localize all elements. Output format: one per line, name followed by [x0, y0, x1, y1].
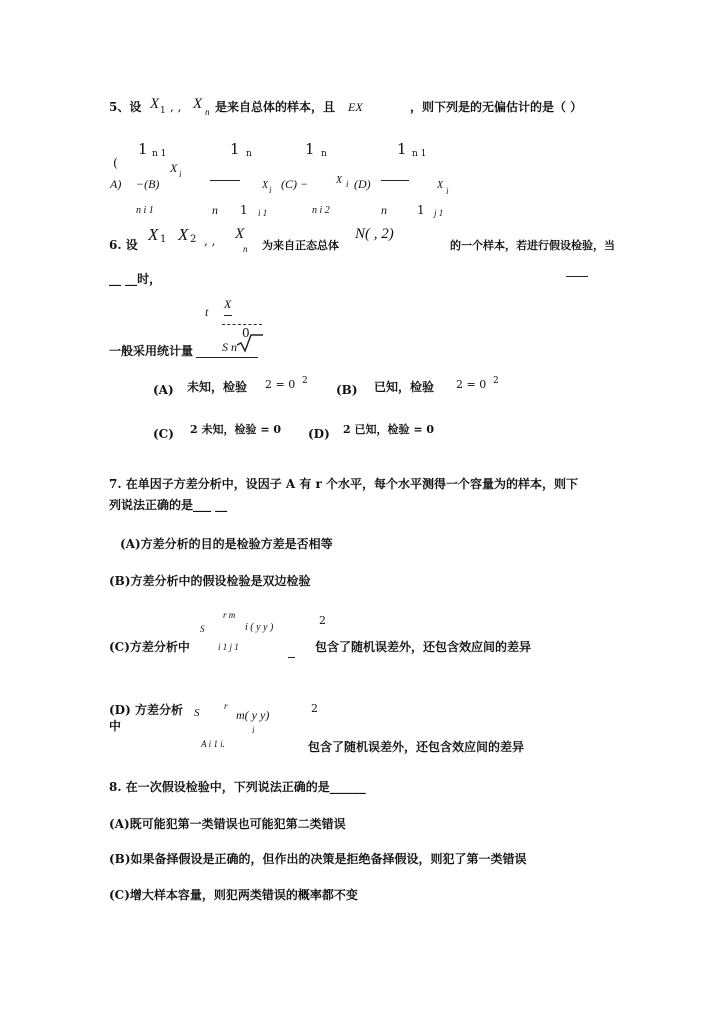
- q6-opt-b-sup: 2: [493, 376, 499, 386]
- q6-opt-d-label: (D): [308, 427, 330, 441]
- q5-frac-bar-b: [210, 180, 240, 181]
- q7-d-formula-mid: m( y y): [236, 708, 270, 722]
- q6-x1-sub: 1: [160, 234, 167, 245]
- q5-den-d-idx: j 1: [434, 208, 444, 218]
- q5-num-b-idx: n: [246, 149, 252, 159]
- q5-stem-lead: 5、设: [109, 100, 142, 114]
- q7-opt-c-label: (C)方差分析中: [109, 640, 190, 654]
- q6-mu0: 0: [242, 326, 250, 340]
- q5-stem-mid: 是来自总体的样本，且: [215, 100, 336, 114]
- q5-den-b2: 1: [240, 203, 248, 217]
- q5-x1-sub: 1: [160, 106, 166, 116]
- q7-c-mean-bar: [288, 657, 295, 658]
- q7-opt-b: (B)方差分析中的假设检验是双边检验: [109, 574, 311, 588]
- q6-xn: X: [235, 226, 245, 242]
- q6-frac-bar: [222, 324, 262, 325]
- q7-d-formula-i: i: [252, 725, 255, 735]
- q5-xi-b: X: [262, 180, 269, 191]
- q7-d-formula-sq: 2: [311, 702, 318, 715]
- q6-opt-c-label: (C): [153, 427, 174, 441]
- q7-d-formula-s: S: [194, 707, 200, 719]
- q5-xi-d: X: [437, 180, 444, 191]
- sqrt-sign-icon: [236, 333, 264, 353]
- q5-ex: EX: [348, 100, 363, 114]
- q6-opt-b-text: 已知，检验: [374, 380, 435, 394]
- q6-s-sqrt-n: S n: [222, 340, 237, 354]
- q5-den-b: n: [212, 203, 218, 217]
- q6-x2-sub: 2: [190, 234, 197, 245]
- q5-num-c-idx: n: [321, 149, 327, 159]
- q5-den-a: n i 1: [136, 205, 154, 216]
- q7-c-formula-top: r m: [223, 610, 236, 620]
- q5-x1: X: [150, 96, 160, 112]
- q8-opt-b: (B)如果备择假设是正确的，但作出的决策是拒绝备择假设，则犯了第一类错误: [109, 852, 527, 866]
- q5-xi-a-sub: i: [179, 169, 182, 179]
- q6-t-symbol: t: [205, 305, 209, 319]
- q6-opt-a-sup: 2: [302, 376, 308, 386]
- q6-opt-a-label: (A): [153, 383, 174, 397]
- q5-xi-d-sub: i: [446, 186, 449, 196]
- q5-opt-b: −(B): [136, 177, 160, 191]
- q5-xn: X: [193, 96, 203, 112]
- q6-opt-b-eq: 2 = 0: [456, 378, 487, 391]
- q5-frac-bar-d: [381, 180, 409, 181]
- q5-num-a: 1: [138, 140, 148, 158]
- q8-stem: 8. 在一次假设检验中，下列说法正确的是______: [109, 780, 366, 794]
- q7-opt-d-label-2: 中: [109, 719, 122, 733]
- q5-num-d: 1: [397, 140, 407, 158]
- q5-open-paren: (: [113, 156, 118, 170]
- q6-opt-a-text: 未知，检验: [187, 380, 248, 394]
- q6-lead: 6. 设: [109, 238, 138, 252]
- q7-c-formula-s: S: [200, 624, 205, 634]
- q7-c-formula-bot: i 1 j 1: [218, 642, 239, 652]
- q6-mid: 为来自正态总体: [262, 239, 339, 252]
- q5-num-a-idx: n 1: [152, 149, 167, 159]
- q7-opt-c-text: 包含了随机误差外，还包含效应间的差异: [315, 640, 532, 654]
- q5-opt-a: A): [110, 177, 122, 191]
- q6-tail: 的一个样本，若进行假设检验，当: [450, 239, 615, 252]
- q5-den-d2: 1: [417, 203, 425, 217]
- q5-xi-a: X: [170, 161, 178, 175]
- q7-opt-a: (A)方差分析的目的是检验方差是否相等: [120, 537, 333, 551]
- q5-xi-b-sub: i: [269, 185, 272, 195]
- q5-stem-tail: ，则下列是的无偏估计的是（ ）: [410, 100, 583, 114]
- q5-den-b-idx: i 1: [258, 208, 268, 218]
- q7-c-formula-mid: i ( y y ): [245, 622, 274, 633]
- q5-den-d: n: [381, 203, 387, 217]
- q6-normal: N( , 2): [355, 226, 394, 242]
- q5-commas: , ,: [170, 100, 182, 114]
- q7-d-formula-bot: A i 1 i.: [201, 739, 225, 749]
- q7-opt-d-text: 包含了随机误差外，还包含效应间的差异: [308, 740, 525, 754]
- q5-den-c: n i 2: [312, 205, 330, 216]
- q7-c-formula-sq: 2: [319, 614, 326, 627]
- q6-right-rule: [566, 276, 588, 277]
- q6-xbar-line: [224, 315, 232, 316]
- q5-xi-c: X: [336, 175, 343, 186]
- q6-opt-b-label: (B): [336, 383, 358, 397]
- q5-xi-c-sub: i: [346, 179, 349, 189]
- q6-opt-a-eq: 2 = 0: [265, 378, 296, 391]
- q6-stat-label: 一般采用统计量: [109, 344, 194, 358]
- q8-opt-c: (C)增大样本容量，则犯两类错误的概率都不变: [109, 888, 358, 902]
- q5-opt-d: (D): [354, 177, 371, 191]
- q7-opt-d-label-1: (D) 方差分析: [109, 703, 183, 717]
- q6-opt-c-text: 2 未知，检验 = 0: [190, 423, 282, 436]
- q6-when: __ __时，: [109, 272, 162, 286]
- q6-opt-d-text: 2 已知，检验 = 0: [343, 423, 435, 436]
- q6-xbar: X: [224, 297, 232, 311]
- q5-opt-c: (C) −: [281, 177, 309, 191]
- q7-stem-line2: 列说法正确的是___ __: [109, 498, 228, 512]
- q6-stat-underline: [196, 357, 258, 358]
- q5-num-c: 1: [305, 140, 315, 158]
- q5-num-d-idx: n 1: [412, 149, 427, 159]
- q6-x2: X: [178, 225, 189, 244]
- q5-xn-sub: n: [205, 107, 210, 117]
- q8-opt-a: (A)既可能犯第一类错误也可能犯第二类错误: [109, 817, 346, 831]
- q7-d-formula-r: r: [224, 701, 228, 711]
- q6-commas: , ,: [204, 234, 216, 248]
- q5-num-b: 1: [230, 140, 240, 158]
- q7-stem-line1: 7. 在单因子方差分析中，设因子 A 有 r 个水平，每个水平测得一个容量为的样本，则下: [109, 477, 579, 491]
- q6-x1: X: [148, 225, 159, 244]
- q6-xn-sub: n: [243, 244, 248, 254]
